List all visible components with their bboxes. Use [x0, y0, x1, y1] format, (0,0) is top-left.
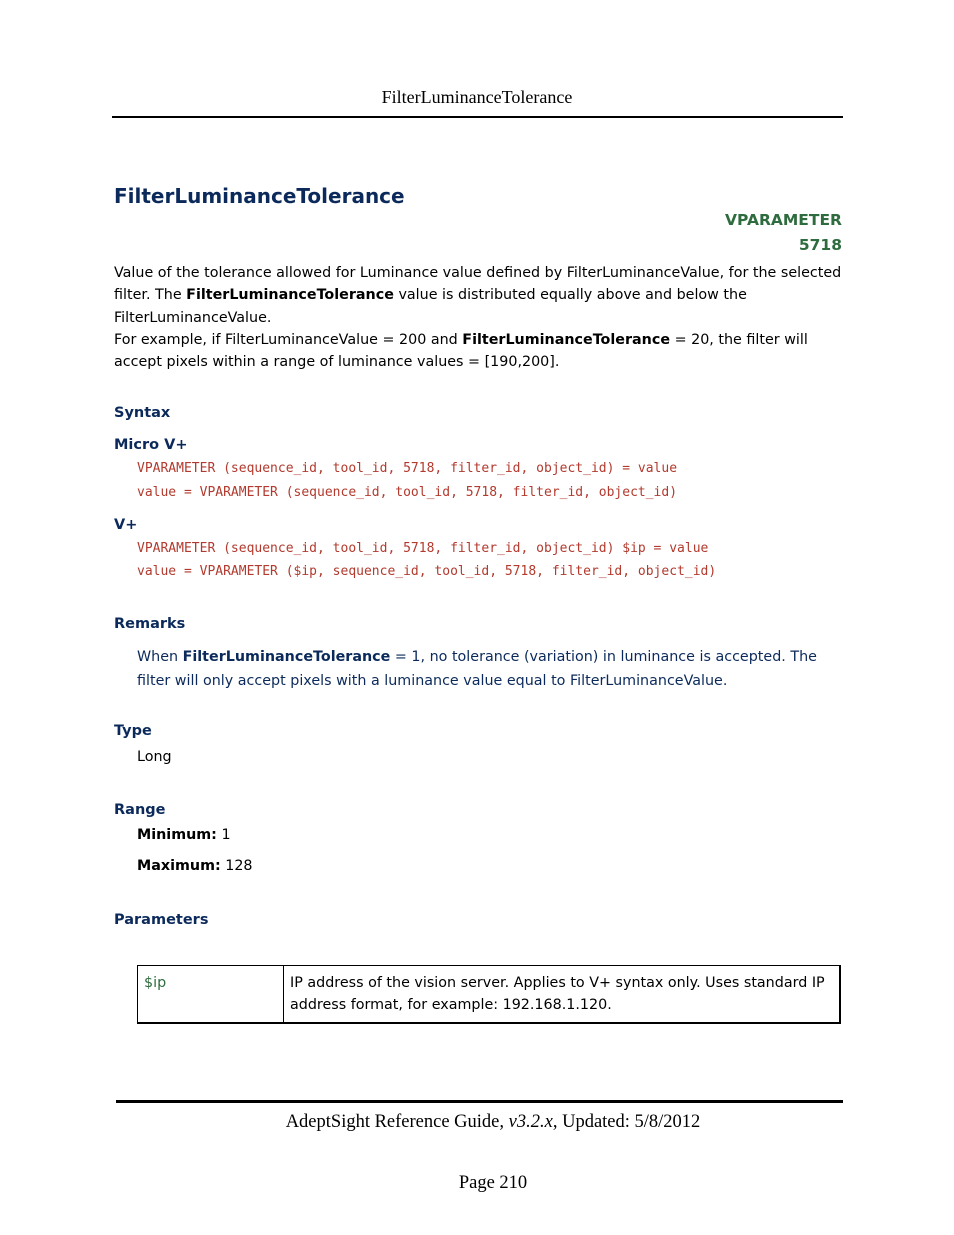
guide-updated: , Updated: 5/8/2012 [552, 1112, 701, 1132]
code-line: VPARAMETER (sequence_id, tool_id, 5718, filter_id, object_id) = value [137, 461, 678, 476]
range-maximum [137, 858, 253, 874]
page-title: FilterLuminanceTolerance [114, 184, 405, 208]
parameter-description: IP address of the vision server. Applies to V+ syntax only. Uses standard IP address format, for example: 192.168.1.120. [284, 966, 841, 1024]
remarks-text: When FilterLuminanceTolerance = 1, no tolerance (variation) in luminance is accepted. The filter will only accept pixels with a luminance value equal to FilterLuminanceValue. [137, 649, 817, 689]
bold-term: FilterLuminanceTolerance [182, 649, 391, 665]
vparameter-block [725, 208, 842, 258]
range-minimum [137, 827, 231, 843]
syntax-heading: Syntax [114, 405, 171, 421]
parameter-name: $ip [138, 966, 284, 1024]
vplus-heading: V+ [114, 517, 138, 533]
code-line: value = VPARAMETER (sequence_id, tool_id, 5718, filter_id, object_id) [137, 485, 678, 500]
type-value: Long [137, 749, 172, 765]
range-heading: Range [114, 802, 166, 818]
minimum-label: Minimum: [137, 827, 217, 843]
parameters-heading: Parameters [114, 912, 209, 928]
type-heading: Type [114, 723, 152, 739]
remarks-heading: Remarks [114, 616, 186, 632]
table-row [138, 966, 841, 1024]
maximum-label: Maximum: [137, 858, 221, 874]
microv-heading: Micro V+ [114, 437, 188, 453]
vparameter-label: VPARAMETER [725, 211, 842, 229]
parameters-table [137, 965, 841, 1024]
description [114, 262, 842, 373]
maximum-value: 128 [220, 858, 253, 874]
description-paragraph-2: For example, if FilterLuminanceValue = 200 and FilterLuminanceTolerance = 20, the filter will accept pixels within a range of luminance values = [190,200]. [114, 331, 808, 371]
minimum-value: 1 [216, 827, 231, 843]
header-rule [112, 116, 843, 118]
guide-version: , v3.2.x [499, 1112, 553, 1132]
bold-term: FilterLuminanceTolerance [186, 287, 394, 304]
page-number: Page 210 [458, 1173, 528, 1193]
code-line: value = VPARAMETER ($ip, sequence_id, tool_id, 5718, filter_id, object_id) [137, 564, 717, 579]
code-line: VPARAMETER (sequence_id, tool_id, 5718, filter_id, object_id) $ip = value [137, 541, 709, 556]
running-header: FilterLuminanceTolerance [381, 87, 573, 107]
bold-term: FilterLuminanceTolerance [462, 331, 671, 348]
footer-rule [116, 1100, 843, 1103]
description-paragraph-1: Value of the tolerance allowed for Luminance value defined by FilterLuminanceValue, for the selected filter. The FilterLuminanceTolerance value is distributed equally above and below the FilterLuminanceValue. [114, 265, 842, 326]
footer-guide-line [0, 1112, 954, 1133]
vparameter-number: 5718 [798, 236, 842, 254]
guide-title: AdeptSight Reference Guide [285, 1112, 500, 1132]
